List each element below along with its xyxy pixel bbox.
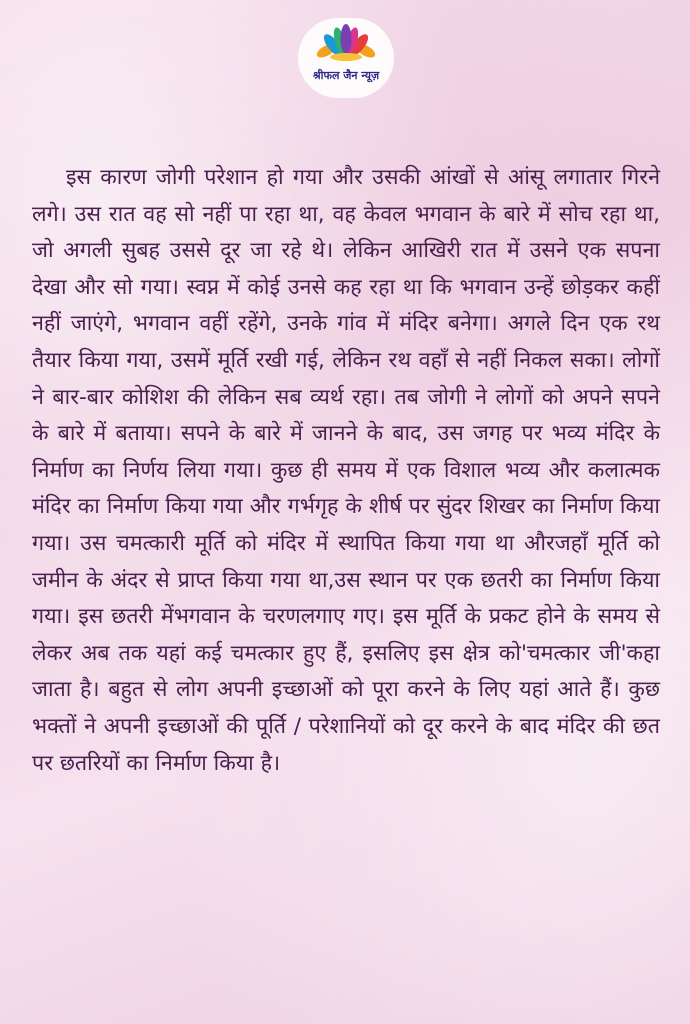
lotus-base <box>330 53 362 61</box>
lotus-petal-center <box>341 24 352 54</box>
article-body <box>32 160 660 782</box>
logo-text: श्रीफल जैन न्यूज़ <box>312 69 380 82</box>
article-paragraph: इस कारण जोगी परेशान हो गया और उसकी आंखों से आंसू लगातार गिरने लगे। उस रात वह सो नहीं पा रहा था, वह केवल भगवान के बारे में सोच रहा था, जो अगली सुबह उससे दूर जा रहे थे। लेकिन आखिरी रात में उसने एक सपना देखा और सो गया। स्वप्न में कोई उनसे कह रहा था कि भगवान उन्हें छोड़कर कहीं नहीं जाएंगे, भगवान वहीं रहेंगे, उनके गांव में मंदिर बनेगा। अगले दिन एक रथ तैयार किया गया, उसमें मूर्ति रखी गई, लेकिन रथ वहाँ से नहीं निकल सका। लोगों ने बार-बार कोशिश की लेकिन सब व्यर्थ रहा। तब जोगी ने लोगों को अपने सपने के बारे में बताया। सपने के बारे में जानने के बाद, उस जगह पर भव्य मंदिर के निर्माण का निर्णय लिया गया। कुछ ही समय में एक विशाल भव्य और कलात्मक मंदिर का निर्माण किया गया और गर्भगृह के शीर्ष पर सुंदर शिखर का निर्माण किया गया। उस चमत्कारी मूर्ति को मंदिर में स्थापित किया गया था औरजहाँ मूर्ति को जमीन के अंदर से प्राप्त किया गया था,उस स्थान पर एक छतरी का निर्माण किया गया। इस छतरी मेंभगवान के चरणलगाए गए। इस मूर्ति के प्रकट होने के समय से लेकर अब तक यहां कई चमत्कार हुए हैं, इसलिए इस क्षेत्र को'चमत्कार जी'कहा जाता है। बहुत से लोग अपनी इच्छाओं को पूरा करने के लिए यहां आते हैं। कुछ भक्तों ने अपनी इच्छाओं की पूर्ति / परेशानियों को दूर करने के बाद मंदिर की छत पर छतरियों का निर्माण किया है। <box>32 165 660 776</box>
lotus-icon <box>316 24 376 64</box>
brand-logo <box>298 18 394 98</box>
